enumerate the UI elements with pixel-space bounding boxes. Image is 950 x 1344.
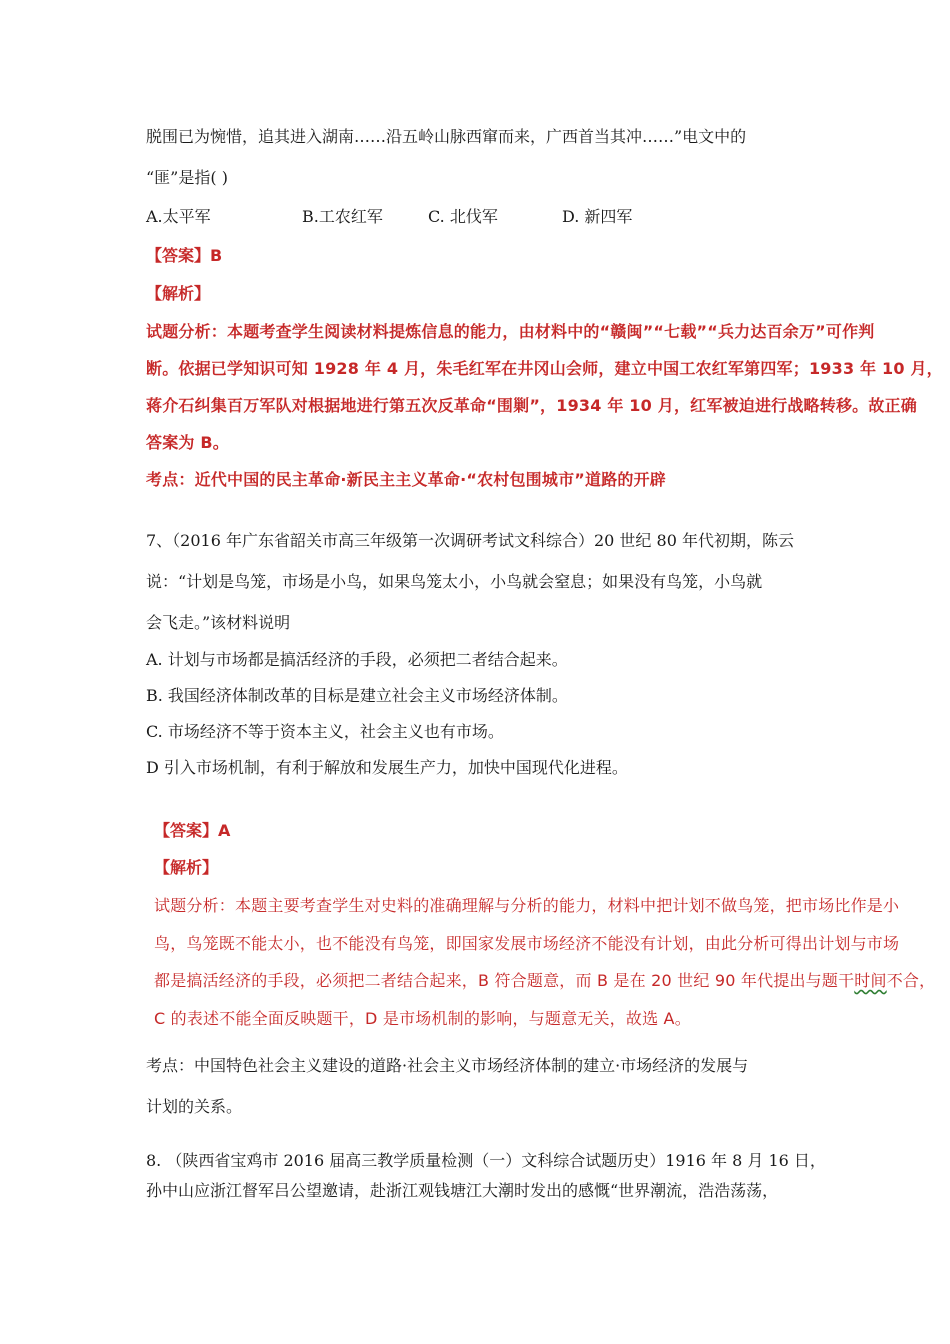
q6-analysis-line: 答案为 B。 [146, 433, 229, 452]
q7-option-d: D 引入市场机制，有利于解放和发展生产力，加快中国现代化进程。 [146, 758, 628, 777]
q6-option-a: A.太平军 [146, 207, 211, 226]
q7-option-b: B. 我国经济体制改革的目标是建立社会主义市场经济体制。 [146, 686, 568, 705]
q7-kaodian-line: 考点：中国特色社会主义建设的道路·社会主义市场经济体制的建立·市场经济的发展与 [146, 1056, 749, 1075]
q7-kaodian-line: 计划的关系。 [146, 1097, 243, 1116]
q6-analysis-line: 断。依据已学知识可知 1928 年 4 月，朱毛红军在井冈山会师，建立中国工农红军第四军；1933 年 10 月， [146, 359, 943, 378]
q6-analysis-tag: 【解析】 [146, 284, 211, 303]
q6-option-d: D. 新四军 [562, 207, 633, 226]
q7-stem-line: 会飞走。”该材料说明 [146, 613, 291, 632]
q7-analysis-segment: 都是搞活经济的手段，必须把二者结合起来，B 符合题意，而 B 是在 20 世纪 90 年代提出与题干 [154, 971, 855, 990]
q7-analysis-marked-word: 时间 [854, 971, 887, 990]
q6-stem-line1: 脱围已为惋惜，追其进入湖南……沿五岭山脉西窜而来，广西首当其冲……”电文中的 [146, 127, 747, 146]
q7-analysis-line [154, 971, 935, 991]
q6-kaodian: 考点：近代中国的民主革命·新民主主义革命·“农村包围城市”道路的开辟 [146, 470, 666, 489]
q6-option-c: C. 北伐军 [428, 207, 498, 226]
q7-option-a: A. 计划与市场都是搞活经济的手段，必须把二者结合起来。 [146, 650, 568, 669]
q8-stem-line: 8. （陕西省宝鸡市 2016 届高三教学质量检测（一）文科综合试题历史）1916 年 8 月 16 日， [146, 1151, 826, 1170]
q8-stem-line: 孙中山应浙江督军吕公望邀请，赴浙江观钱塘江大潮时发出的感慨“世界潮流，浩浩荡荡， [146, 1181, 779, 1200]
q6-analysis-line: 蒋介石纠集百万军队对根据地进行第五次反革命“围剿”，1934 年 10 月，红军被迫进行战略转移。故正确 [146, 396, 917, 415]
q7-analysis-segment: 不合， [886, 971, 936, 990]
q7-stem-line: 7、（2016 年广东省韶关市高三年级第一次调研考试文科综合）20 世纪 80 年代初期，陈云 [146, 531, 794, 550]
q7-option-c: C. 市场经济不等于资本主义，社会主义也有市场。 [146, 722, 504, 741]
q7-answer: 【答案】A [154, 821, 231, 840]
q7-analysis-line: 鸟，鸟笼既不能太小，也不能没有鸟笼，即国家发展市场经济不能没有计划，由此分析可得出计划与市场 [154, 934, 900, 953]
q6-stem-line2: “匪”是指( ) [146, 168, 228, 187]
q7-stem-line: 说：“计划是鸟笼，市场是小鸟，如果鸟笼太小，小鸟就会窒息；如果没有鸟笼，小鸟就 [146, 572, 763, 591]
q7-analysis-line: 试题分析：本题主要考查学生对史料的准确理解与分析的能力，材料中把计划不做鸟笼，把市场比作是小 [154, 896, 900, 915]
q7-analysis-line: C 的表述不能全面反映题干，D 是市场机制的影响，与题意无关，故选 A。 [154, 1009, 691, 1028]
q7-analysis-tag: 【解析】 [154, 858, 219, 877]
q6-analysis-line: 试题分析：本题考查学生阅读材料提炼信息的能力，由材料中的“赣闽”“七载”“兵力达百余万”可作判 [146, 322, 875, 341]
q6-option-b: B.工农红军 [302, 207, 383, 226]
q6-answer: 【答案】B [146, 246, 223, 265]
